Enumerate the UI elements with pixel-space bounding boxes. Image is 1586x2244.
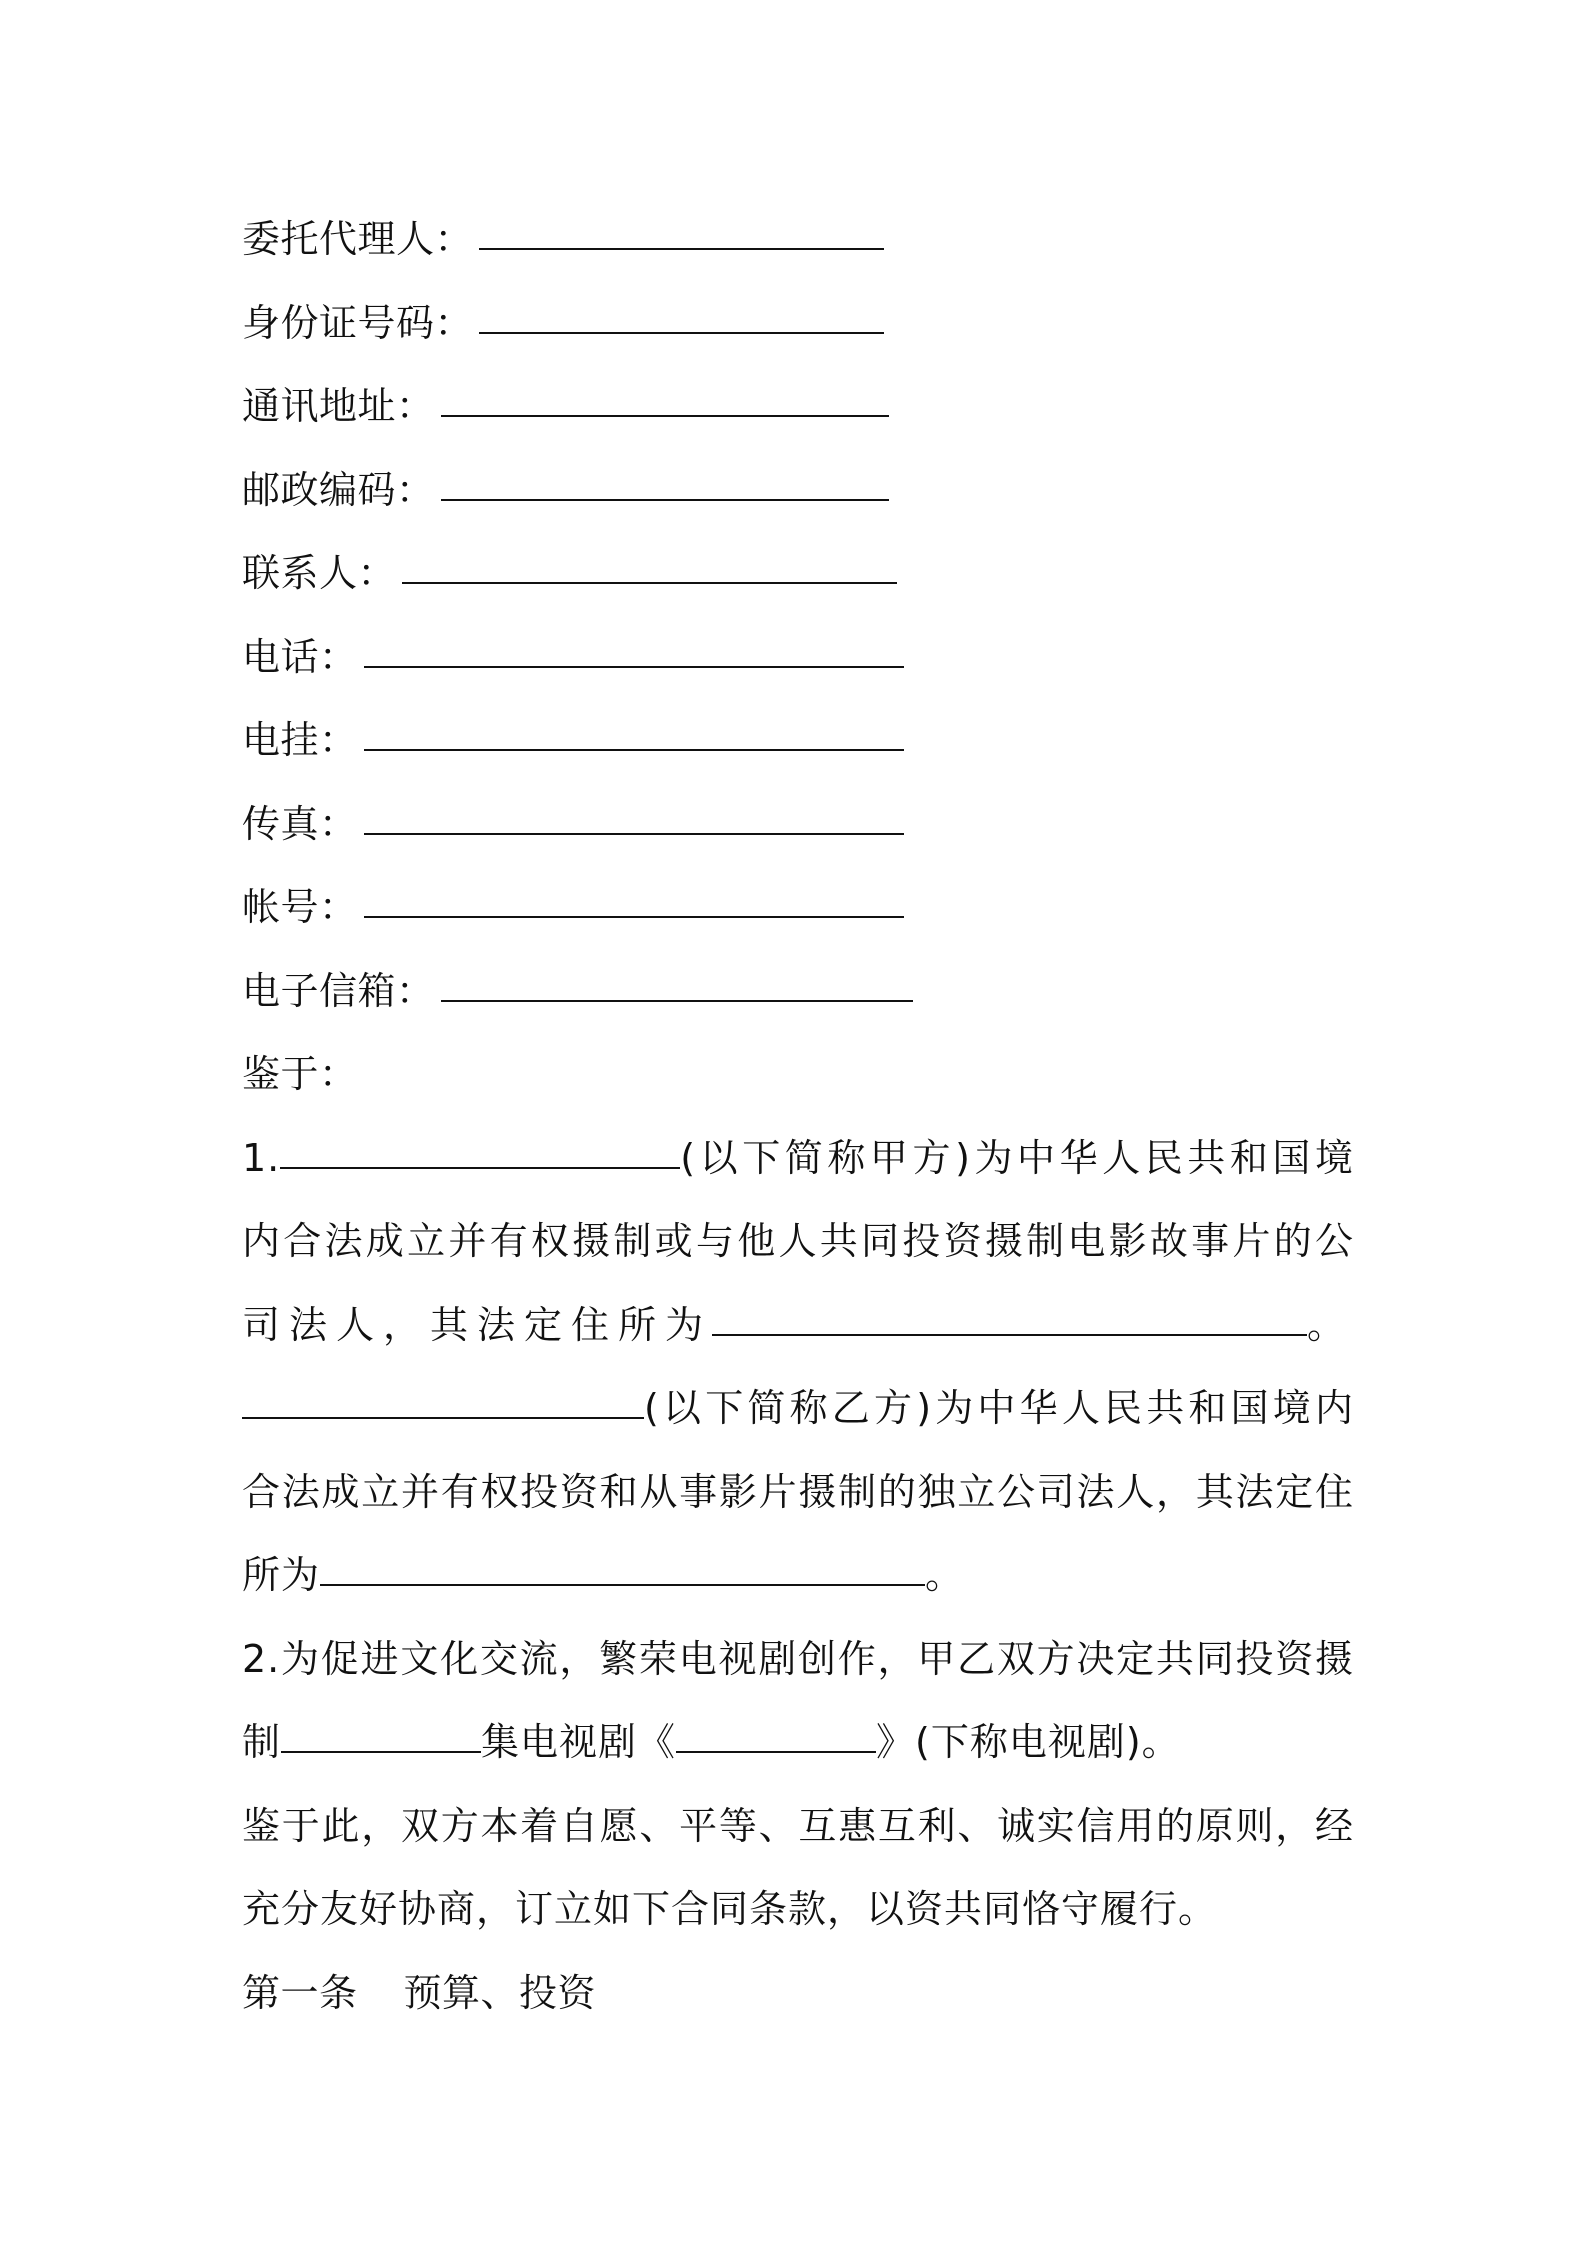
paragraph-line [242, 1534, 1362, 1618]
paragraph-line: 合法成立并有权投资和从事影片摄制的独立公司法人，其法定住 [242, 1469, 1354, 1514]
text: 集电视剧《 [481, 1720, 677, 1764]
paragraph-line [242, 1284, 1362, 1368]
party-b-text: (以下简称乙方)为中华人民共和国境内 [644, 1386, 1354, 1430]
field-label: 邮政编码： [242, 467, 435, 512]
party-a-name-blank[interactable] [280, 1167, 680, 1169]
field-postal-code [242, 449, 1362, 533]
paragraph-line: 鉴于此，双方本着自愿、平等、互惠互利、诚实信用的原则，经 [242, 1803, 1354, 1848]
field-address [242, 365, 1362, 449]
field-label: 身份证号码： [242, 300, 474, 345]
text: 制 [242, 1720, 282, 1764]
field-phone [242, 616, 1362, 700]
text: 》(下称电视剧)。 [876, 1720, 1181, 1764]
id-number-blank[interactable] [479, 332, 884, 334]
field-email [242, 950, 1362, 1034]
contact-blank[interactable] [402, 582, 897, 584]
agent-blank[interactable] [479, 248, 884, 250]
item-number: 1. [242, 1135, 281, 1180]
address-blank[interactable] [441, 415, 889, 417]
phone-blank[interactable] [364, 666, 904, 668]
whereas-paragraph-2 [242, 1367, 1362, 1618]
field-label: 电话： [242, 634, 358, 679]
whereas-paragraph-4 [242, 1785, 1362, 1952]
field-label: 帐号： [242, 885, 358, 929]
party-a-text: (以下简称甲方)为中华人民共和国境 [680, 1135, 1354, 1180]
field-label: 委托代理人： [242, 217, 474, 261]
domicile-label: 所为 [242, 1553, 321, 1597]
party-b-domicile-blank[interactable] [320, 1584, 925, 1586]
fax-blank[interactable] [364, 833, 904, 835]
paragraph-line: 充分友好协商，订立如下合同条款，以资共同恪守履行。 [242, 1887, 1218, 1931]
article-1-heading [242, 1952, 1362, 2036]
series-title-blank[interactable] [676, 1751, 876, 1753]
account-blank[interactable] [364, 916, 904, 918]
whereas-heading: 鉴于： [242, 1052, 358, 1096]
paragraph-line: 2.为促进文化交流，繁荣电视剧创作，甲乙双方决定共同投资摄 [242, 1636, 1354, 1681]
article-number: 第一条 [242, 1970, 358, 2015]
postal-code-blank[interactable] [441, 499, 889, 501]
contract-page [242, 198, 1362, 2035]
period: 。 [925, 1553, 965, 1597]
period: 。 [1307, 1302, 1347, 1347]
email-blank[interactable] [441, 1000, 913, 1002]
field-label: 传真： [242, 801, 358, 846]
whereas-paragraph-1 [242, 1117, 1362, 1368]
field-id-number [242, 282, 1362, 366]
party-a-domicile-blank[interactable] [712, 1334, 1307, 1336]
episode-count-blank[interactable] [281, 1751, 481, 1753]
field-contact [242, 532, 1362, 616]
paragraph-line [242, 1367, 1354, 1451]
field-label: 联系人： [242, 551, 397, 595]
article-subtitle: 预算、投资 [403, 1970, 597, 2015]
field-telex [242, 699, 1362, 783]
field-account [242, 866, 1362, 950]
paragraph-line: 内合法成立并有权摄制或与他人共同投资摄制电影故事片的公 [242, 1219, 1354, 1263]
paragraph-line [242, 1117, 1354, 1201]
field-agent [242, 198, 1362, 282]
paragraph-line [242, 1701, 1362, 1785]
field-label: 电挂： [242, 718, 358, 762]
field-fax [242, 783, 1362, 867]
whereas-paragraph-3 [242, 1618, 1362, 1785]
field-label: 通讯地址： [242, 384, 435, 428]
telex-blank[interactable] [364, 749, 904, 751]
domicile-label: 司法人，其法定住所为 [242, 1302, 713, 1347]
party-b-name-blank[interactable] [242, 1417, 644, 1419]
field-label: 电子信箱： [242, 968, 435, 1013]
